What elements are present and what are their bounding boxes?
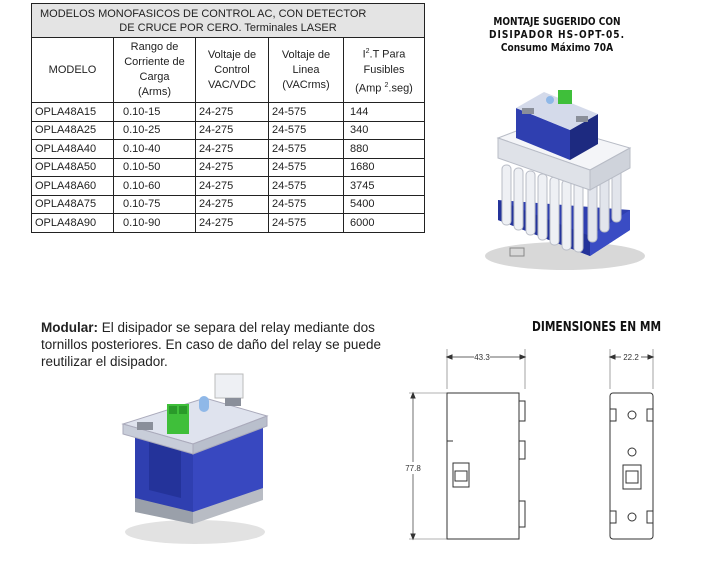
spec-table — [31, 3, 425, 233]
row-model: OPLA48A40 — [32, 140, 114, 159]
dim-width-front: 22.2 — [623, 353, 639, 362]
row-model: OPLA48A90 — [32, 214, 114, 233]
terminal-screw — [169, 406, 177, 414]
row-control-voltage: 24-275 — [196, 103, 269, 122]
table-title-line1: MODELOS MONOFASICOS DE CONTROL AC, CON DETECTOR — [40, 7, 367, 20]
table-row — [32, 121, 425, 140]
row-fuse-i2t: 144 — [344, 103, 425, 122]
header-fusibles-sup: 2 — [365, 47, 370, 55]
row-control-voltage: 24-275 — [196, 177, 269, 196]
header-control-line: VAC/VDC — [207, 78, 257, 91]
mounting-caption-line3: Consumo Máximo 70A — [500, 42, 614, 54]
row-fuse-i2t: 340 — [344, 121, 425, 140]
modular-label: Modular: — [41, 320, 98, 335]
header-linea-line: (VACrms) — [282, 78, 330, 91]
table-row — [32, 214, 425, 233]
header-control-line: Control — [214, 63, 250, 76]
header-linea — [269, 38, 344, 103]
row-fuse-i2t: 3745 — [344, 177, 425, 196]
dimensions-drawing — [395, 345, 695, 545]
header-fusibles-sup2: 2 — [384, 81, 389, 89]
indicator-led — [199, 396, 209, 412]
table-row — [32, 140, 425, 159]
row-range: 0.10-40 — [114, 140, 196, 159]
front-view — [610, 349, 653, 539]
header-control — [196, 38, 269, 103]
header-linea-line: Voltaje de — [281, 48, 331, 61]
dimensions-title: DIMENSIONES EN MM — [532, 320, 662, 335]
header-fusibles-line1 — [346, 44, 422, 63]
row-line-voltage: 24-575 — [269, 103, 344, 122]
indicator-led — [546, 96, 554, 104]
header-rango-line: Rango de — [130, 41, 179, 53]
row-range: 0.10-60 — [114, 177, 196, 196]
mounting-caption — [475, 16, 638, 55]
header-fusibles-amp: (Amp — [355, 82, 385, 95]
row-control-voltage: 24-275 — [196, 140, 269, 159]
table-row — [32, 158, 425, 177]
table-title-line2: DE CRUCE POR CERO. Terminales LASER — [119, 21, 337, 34]
header-modelo-text: MODELO — [48, 63, 97, 76]
mounting-tab — [510, 248, 524, 256]
header-fusibles-line2: Fusibles — [363, 63, 405, 76]
header-fusibles-t: .T Para — [369, 48, 406, 61]
header-fusibles-i: I — [362, 48, 366, 61]
dim-width-side: 43.3 — [474, 353, 490, 362]
header-fusibles-line3 — [346, 78, 422, 97]
row-line-voltage: 24-575 — [269, 121, 344, 140]
table-title — [32, 4, 425, 38]
row-line-voltage: 24-575 — [269, 177, 344, 196]
header-control-line: Voltaje de — [207, 48, 257, 61]
row-model: OPLA48A25 — [32, 121, 114, 140]
row-control-voltage: 24-275 — [196, 158, 269, 177]
row-line-voltage: 24-575 — [269, 195, 344, 214]
row-line-voltage: 24-575 — [269, 140, 344, 159]
header-fusibles-seg: .seg) — [388, 82, 413, 95]
modular-text: El disipador se separa del relay mediante dos tornillos posteriores. En caso de daño del relay se puede reutilizar el disipador. — [41, 320, 381, 369]
power-terminal-1 — [137, 422, 153, 430]
row-range: 0.10-75 — [114, 195, 196, 214]
header-rango-line: Carga — [139, 71, 170, 83]
shadow — [125, 520, 265, 544]
relay-heatsink-image — [470, 60, 650, 275]
power-terminal-2 — [225, 398, 241, 406]
row-control-voltage: 24-275 — [196, 195, 269, 214]
row-fuse-i2t: 6000 — [344, 214, 425, 233]
row-line-voltage: 24-575 — [269, 214, 344, 233]
power-terminal-2 — [576, 116, 588, 122]
terminal-screw — [179, 406, 187, 414]
mounting-caption-line1: MONTAJE SUGERIDO CON — [493, 16, 621, 28]
power-terminal-1 — [522, 108, 534, 114]
header-rango-line: (Arms) — [138, 86, 171, 98]
relay-module-image — [115, 372, 275, 547]
row-model: OPLA48A15 — [32, 103, 114, 122]
row-control-voltage: 24-275 — [196, 121, 269, 140]
header-linea-line: Linea — [292, 63, 320, 76]
terminal-block — [215, 374, 243, 398]
header-fusibles — [344, 38, 425, 103]
row-fuse-i2t: 5400 — [344, 195, 425, 214]
table-row — [32, 177, 425, 196]
row-fuse-i2t: 880 — [344, 140, 425, 159]
header-rango — [114, 38, 196, 103]
row-model: OPLA48A75 — [32, 195, 114, 214]
row-range: 0.10-25 — [114, 121, 196, 140]
row-range: 0.10-50 — [114, 158, 196, 177]
table-row — [32, 195, 425, 214]
mounting-caption-line2: DISIPADOR HS-OPT-05. — [488, 29, 626, 41]
header-modelo — [32, 38, 114, 103]
header-rango-line: Corriente de — [124, 56, 185, 68]
control-terminal — [558, 90, 572, 104]
row-model: OPLA48A50 — [32, 158, 114, 177]
modular-description — [41, 319, 391, 370]
row-line-voltage: 24-575 — [269, 158, 344, 177]
row-range: 0.10-15 — [114, 103, 196, 122]
row-model: OPLA48A60 — [32, 177, 114, 196]
row-fuse-i2t: 1680 — [344, 158, 425, 177]
row-range: 0.10-90 — [114, 214, 196, 233]
side-view — [409, 349, 525, 539]
table-row — [32, 103, 425, 122]
dim-height: 77.8 — [405, 464, 421, 473]
row-control-voltage: 24-275 — [196, 214, 269, 233]
